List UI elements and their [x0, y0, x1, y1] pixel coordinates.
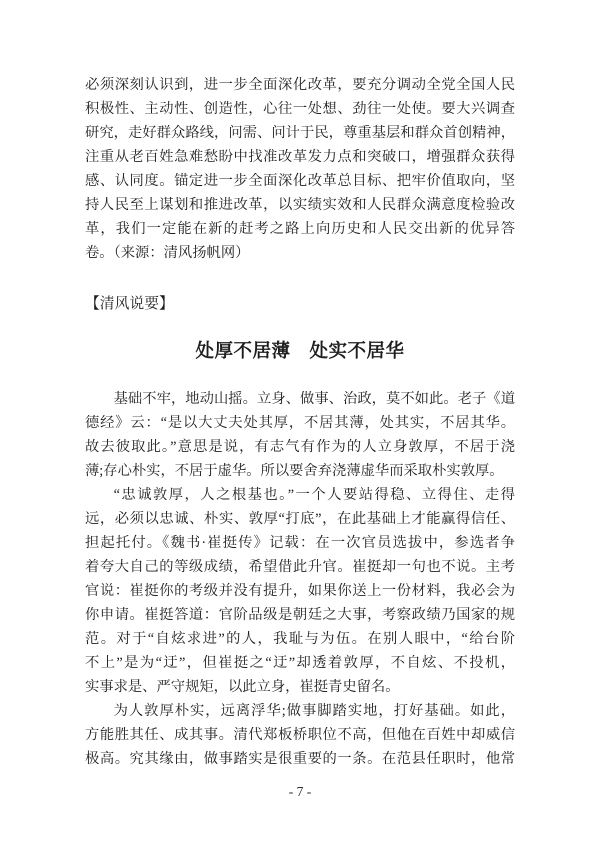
- paragraph-body-1: [85, 387, 515, 483]
- text-line: 担起托付。《魏书·崔挺传》记载：在一次官员选拔中，参选者争: [85, 535, 515, 551]
- text-line: 革，我们一定能在新的赶考之路上向历史和人民交出新的优异答: [85, 221, 515, 237]
- text-line: 实事求是、严守规矩，以此立身，崔挺青史留名。: [85, 679, 400, 695]
- text-line: 官说：崔挺你的考级并没有提升，如果你送上一份材料，我必会为: [85, 583, 515, 599]
- text-line: 着夸大自己的等级成绩，希望借此升官。崔挺却一句也不说。主考: [85, 559, 515, 575]
- text-line: 为人敦厚朴实，远离浮华;做事脚踏实地，打好基础。如此，: [113, 703, 515, 719]
- text-line: 注重从老百姓急难愁盼中找准改革发力点和突破口，增强群众获得: [85, 149, 515, 165]
- text-line: 远，必须以忠诚、朴实、敦厚“打底”，在此基础上才能赢得信任、: [85, 511, 515, 527]
- page-number: - 7 -: [288, 784, 312, 799]
- text-line: 必须深刻认识到，进一步全面深化改革，要充分调动全党全国人民: [85, 77, 515, 93]
- text-line: 不上”是为“迂”，但崔挺之“迂”却透着敦厚，不自炫、不投机，: [85, 655, 515, 671]
- text-line: “忠诚敦厚，人之根基也。”一个人要站得稳、立得住、走得: [113, 487, 515, 503]
- text-line: 方能胜其任、成其事。清代郑板桥职位不高，但他在百姓中却威信: [85, 727, 515, 743]
- text-line: 你申请。崔挺答道：官阶品级是朝廷之大事，考察政绩乃国家的规: [85, 607, 515, 623]
- article-title: 处厚不居薄 处实不居华: [195, 342, 405, 362]
- text-line: 德经》云：“是以大丈夫处其厚，不居其薄，处其实，不居其华。: [85, 415, 515, 431]
- text-line: 薄;存心朴实，不居于虚华。所以要舍弃浇薄虚华而采取朴实敦厚。: [85, 463, 504, 479]
- text-line: 积极性、主动性、创造性，心往一处想、劲往一处使。要大兴调查: [85, 101, 515, 117]
- paragraph-body-3: [85, 699, 515, 771]
- text-line: 卷。（来源：清风扬帆网）: [85, 245, 250, 261]
- text-line: 研究，走好群众路线，问需、问计于民，尊重基层和群众首创精神，: [85, 125, 515, 141]
- text-line: 感、认同度。锚定进一步全面深化改革总目标、把牢价值取向，坚: [85, 173, 515, 189]
- section-heading: 【清风说要】: [85, 296, 174, 312]
- text-line: 范。对于“自炫求进”的人，我耻与为伍。在别人眼中，“给台阶: [85, 631, 515, 647]
- paragraph-body-2: [85, 483, 515, 699]
- text-line: 基础不牢，地动山摇。立身、做事、治政，莫不如此。老子《道: [113, 391, 515, 407]
- paragraph-continued-from-previous-page: [85, 73, 515, 265]
- text-line: 持人民至上谋划和推进改革，以实绩实效和人民群众满意度检验改: [85, 197, 515, 213]
- text-line: 极高。究其缘由，做事踏实是很重要的一条。在范县任职时，他常: [85, 751, 515, 767]
- text-line: 故去彼取此。”意思是说，有志气有作为的人立身敦厚，不居于浇: [85, 439, 515, 455]
